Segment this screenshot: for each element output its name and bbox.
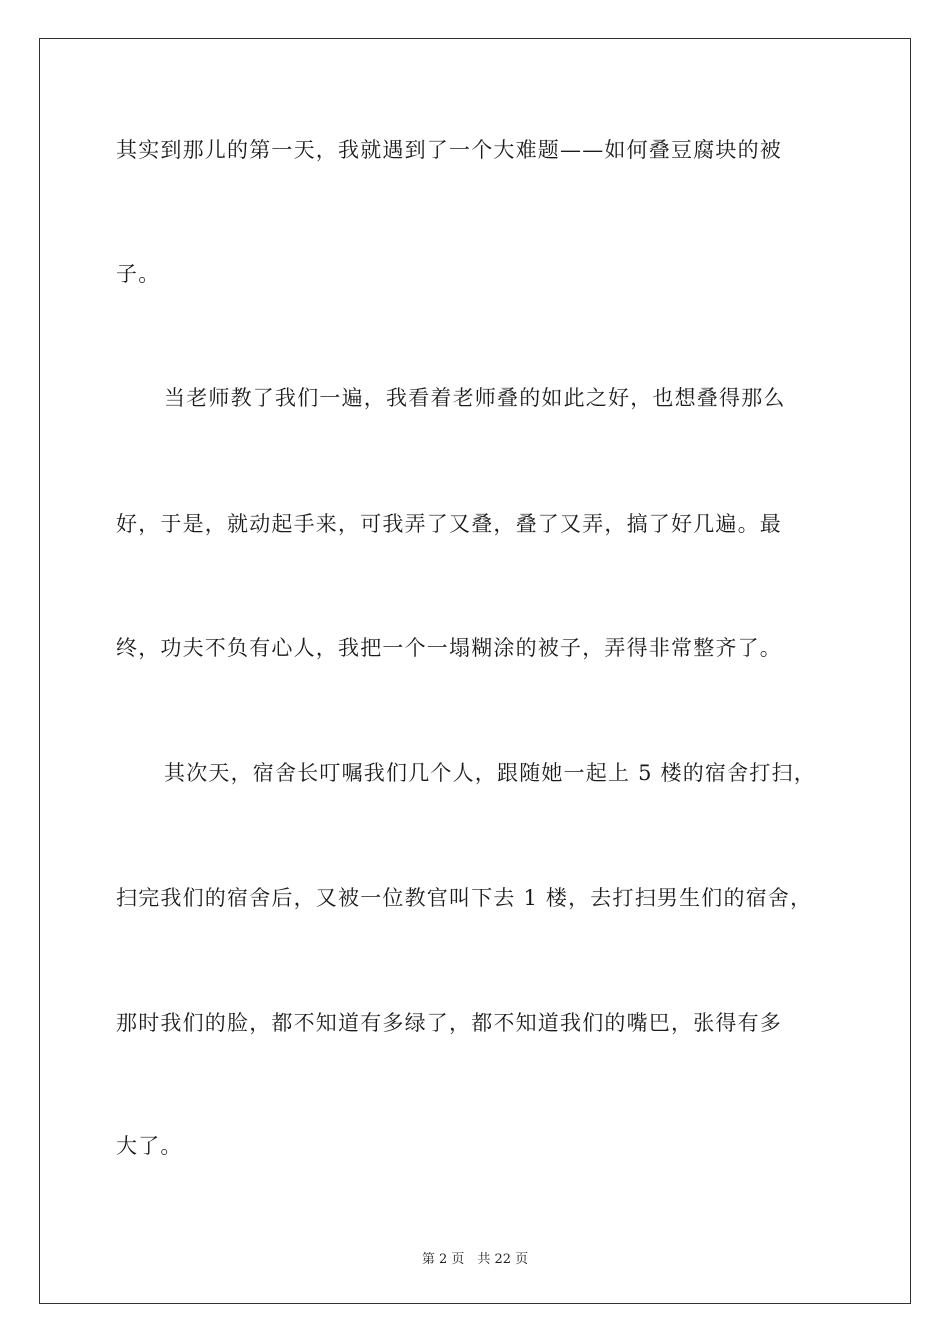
- text-line: 子。: [116, 262, 161, 286]
- text-line: 大了。: [116, 1134, 183, 1158]
- text-line: 当老师教了我们一遍，我看着老师叠的如此之好，也想叠得那么: [164, 386, 786, 410]
- page-frame: [39, 38, 911, 1304]
- text-line: 那时我们的脸，都不知道有多绿了，都不知道我们的嘴巴，张得有多: [116, 1011, 782, 1035]
- text-line: 好，于是，就动起手来，可我弄了又叠，叠了又弄，搞了好几遍。最: [116, 512, 782, 536]
- text-line: 其次天，宿舍长叮嘱我们几个人，跟随她一起上 5 楼的宿舍打扫，: [164, 761, 816, 785]
- page-footer: 第 2 页 共 22 页: [421, 1252, 529, 1267]
- text-line: 其实到那儿的第一天，我就遇到了一个大难题——如何叠豆腐块的被: [116, 138, 782, 162]
- text-line: 终，功夫不负有心人，我把一个一塌糊涂的被子，弄得非常整齐了。: [116, 636, 782, 660]
- text-line: 扫完我们的宿舍后，又被一位教官叫下去 1 楼，去打扫男生们的宿舍，: [116, 886, 813, 910]
